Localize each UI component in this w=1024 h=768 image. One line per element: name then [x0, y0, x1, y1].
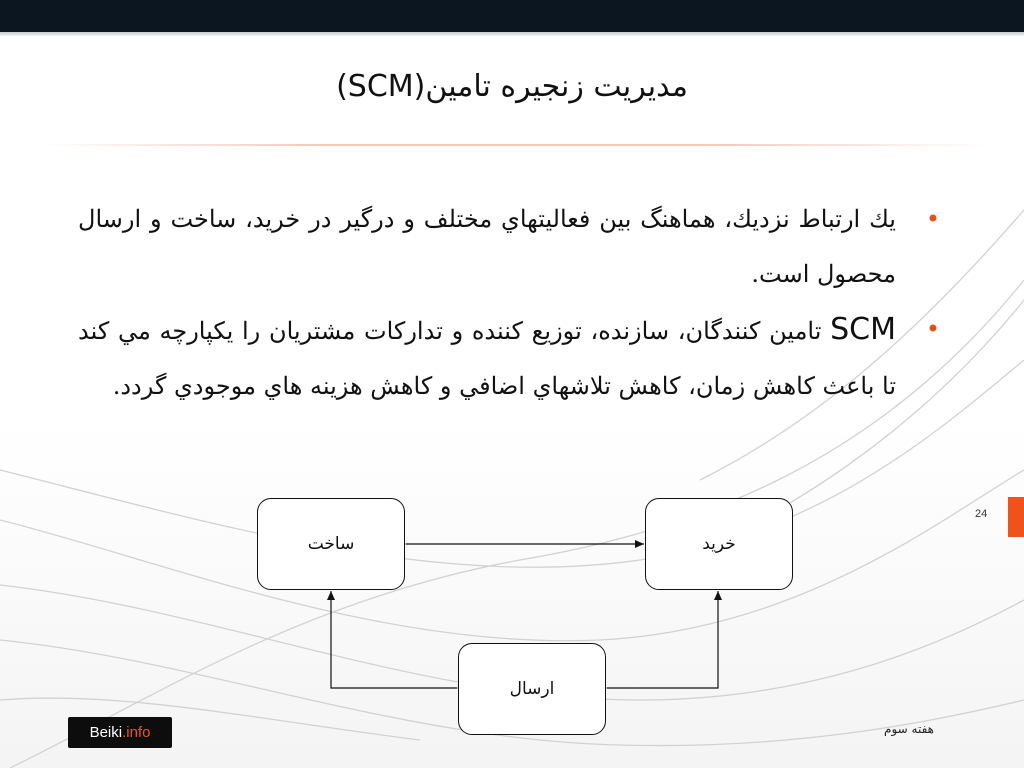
bullet-text: تامين كنندگان، سازنده، توزيع كننده و تداركات مشتريان را يكپارچه مي كند تا باعث كاهش زمان، كاهش تلاشهاي اضافي و كاهش هزينه هاي موجودي گردد. — [78, 317, 896, 400]
bullet-marker-icon: • — [925, 315, 940, 343]
diagram-box-buy: خريد — [645, 498, 793, 590]
bullet-marker-icon: • — [925, 205, 940, 233]
page-accent-tab — [1008, 497, 1024, 537]
title-underline — [40, 144, 990, 146]
slide-title: مديريت زنجيره تامين(SCM) — [336, 69, 688, 104]
bullet-item — [78, 302, 948, 414]
bullet-lead-term: SCM — [830, 312, 896, 347]
site-logo — [68, 717, 172, 748]
logo-text-domain: .info — [122, 724, 151, 741]
logo-text-main: Beiki — [89, 724, 123, 741]
bullet-item — [78, 192, 948, 302]
bullet-list — [78, 192, 948, 414]
page-number: 24 — [975, 508, 988, 520]
bullet-text: يك ارتباط نزديك، هماهنگ بين فعاليتهاي مختلف و درگير در خريد، ساخت و ارسال محصول است. — [78, 205, 896, 288]
footer-text: هفته سوم — [884, 722, 934, 736]
diagram-box-make: ساخت — [257, 498, 405, 590]
diagram-box-send: ارسال — [458, 643, 606, 735]
